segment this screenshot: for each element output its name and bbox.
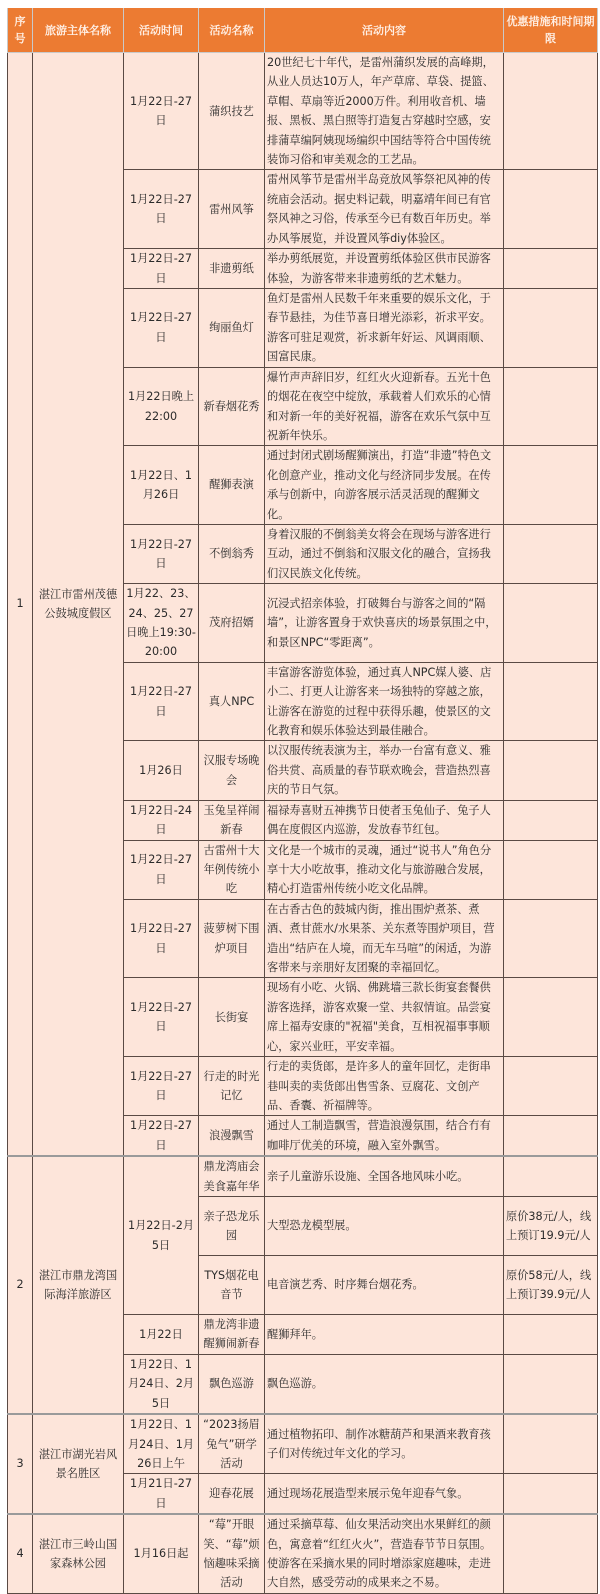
offer-cell	[504, 289, 598, 368]
header-content: 活动内容	[265, 8, 504, 53]
offer-cell	[504, 1354, 598, 1414]
name-cell: 鼎龙湾庙会美食嘉年华	[199, 1156, 265, 1196]
time-cell: 1月16日起	[124, 1514, 199, 1593]
name-cell: 汉服专场晚会	[199, 741, 265, 800]
time-cell: 1月22日	[124, 1314, 199, 1354]
content-cell: 以汉服传统表演为主，举办一台富有意义、雅俗共赏、高质量的春节联欢晚会，营造热烈喜庆的节日气氛。	[265, 741, 504, 800]
time-cell: 1月22日-27日	[124, 249, 199, 289]
name-cell: “莓”开眼笑、“莓”烦恼趣味采摘活动	[199, 1514, 265, 1593]
time-cell: 1月22日、1月24日、1月26日上午	[124, 1414, 199, 1474]
content-cell: 20世纪七十年代，是雷州蒲织发展的高峰期，从业人员达10万人，年产草席、草袋、提篮、草帽、草扇等近2000万件。利用收音机、墙报、黑板、黑白照等打造复古穿越时空感，安排蒲草编阿姨现场编织中国结等符合中国传统装饰习俗和审美观念的工艺品。	[265, 53, 504, 170]
name-cell: 非遗剪纸	[199, 249, 265, 289]
time-cell: 1月26日	[124, 741, 199, 800]
seq-cell: 2	[8, 1156, 33, 1414]
content-cell: 通过人工制造飘雪，营造浪漫氛围，结合冇有咖啡厅优美的环境，融入室外飘雪。	[265, 1116, 504, 1156]
time-cell: 1月22日-27日	[124, 662, 199, 741]
name-cell: 鼎龙湾非遗醒狮闹新春	[199, 1314, 265, 1354]
time-cell: 1月22日-27日	[124, 840, 199, 899]
time-cell: 1月22日-24日	[124, 800, 199, 840]
time-cell: 1月22日、1月24日、2月5日	[124, 1354, 199, 1414]
name-cell: 醒狮表演	[199, 446, 265, 525]
entity-cell: 湛江市三岭山国家森林公园	[33, 1514, 124, 1593]
header-name: 活动名称	[199, 8, 265, 53]
header-seq: 序号	[8, 8, 33, 53]
entity-cell: 湛江市雷州茂德公鼓城度假区	[33, 53, 124, 1157]
offer-cell: 原价38元/人，线上预订19.9元/人	[504, 1196, 598, 1255]
time-cell: 1月22日-27日	[124, 170, 199, 249]
entity-cell: 湛江市鼎龙湾国际海洋旅游区	[33, 1156, 124, 1414]
name-cell: 亲子恐龙乐园	[199, 1196, 265, 1255]
name-cell: 菠萝树下围炉项目	[199, 899, 265, 978]
table-row	[8, 53, 598, 170]
offer-cell	[504, 249, 598, 289]
offer-cell	[504, 1156, 598, 1196]
offer-cell	[504, 662, 598, 741]
offer-cell	[504, 170, 598, 249]
offer-cell	[504, 1057, 598, 1116]
time-cell: 1月22日-27日	[124, 289, 199, 368]
offer-cell	[504, 1314, 598, 1354]
name-cell: 真人NPC	[199, 662, 265, 741]
content-cell: 飘色巡游。	[265, 1354, 504, 1414]
offer-cell	[504, 446, 598, 525]
header-entity: 旅游主体名称	[33, 8, 124, 53]
content-cell: 行走的卖货郎，是许多人的童年回忆，走街串巷叫卖的卖货郎出售雪条、豆腐花、文创产品、香囊、祈福牌等。	[265, 1057, 504, 1116]
content-cell: 文化是一个城市的灵魂，通过“说书人”角色分享十大小吃故事，推动文化与旅游融合发展，精心打造雷州传统小吃文化品牌。	[265, 840, 504, 899]
content-cell: 电音演艺秀、时序舞台烟花秀。	[265, 1255, 504, 1314]
name-cell: 飘色巡游	[199, 1354, 265, 1414]
offer-cell	[504, 524, 598, 583]
name-cell: TYS烟花电音节	[199, 1255, 265, 1314]
offer-cell: 原价58元/人，线上预订39.9元/人	[504, 1255, 598, 1314]
offer-cell	[504, 899, 598, 978]
seq-cell: 1	[8, 53, 33, 1157]
offer-cell	[504, 1474, 598, 1514]
offer-cell	[504, 53, 598, 170]
content-cell: 爆竹声声辞旧岁，红红火火迎新春。五光十色的烟花在夜空中绽放，承载着人们欢乐的心情和对新一年的美好祝福，游客在欢乐气氛中互祝新年快乐。	[265, 367, 504, 446]
activity-table-container	[7, 8, 597, 1594]
content-cell: 在古香古色的鼓城内街，推出围炉煮茶、煮酒、煮甘蔗水/水果茶、关东煮等围炉项目，营造出“结庐在人境，而无车马喧”的闲适，为游客带来与亲朋好友团聚的幸福回忆。	[265, 899, 504, 978]
name-cell: 不倒翁秀	[199, 524, 265, 583]
table-row	[8, 1414, 598, 1474]
table-row	[8, 1514, 598, 1593]
content-cell: 丰富游客游览体验，通过真人NPC媒人婆、店小二、打更人让游客来一场独特的穿越之旅，让游客在游览的过程中获得乐趣，使景区的文化教育和娱乐体验达到最佳融合。	[265, 662, 504, 741]
offer-cell	[504, 1514, 598, 1593]
offer-cell	[504, 741, 598, 800]
time-cell: 1月22日-27日	[124, 53, 199, 170]
seq-cell: 3	[8, 1414, 33, 1514]
table-header-row	[8, 8, 598, 53]
time-cell: 1月22日-27日	[124, 899, 199, 978]
content-cell: 雷州风筝节是雷州半岛竞放风筝祭祀风神的传统庙会活动。据史料记载，明嘉靖年间已有官祭风神之习俗，传承至今已有数百年历史。举办风筝展览，并设置风筝diy体验区。	[265, 170, 504, 249]
content-cell: 福禄寿喜财五神携节日使者玉兔仙子、兔子人偶在度假区内巡游，发放春节红包。	[265, 800, 504, 840]
name-cell: 新春烟花秀	[199, 367, 265, 446]
name-cell: 迎春花展	[199, 1474, 265, 1514]
table-row	[8, 1156, 598, 1196]
offer-cell	[504, 1116, 598, 1156]
content-cell: 鱼灯是雷州人民数千年来重要的娱乐文化，于春节悬挂，为佳节喜日增光添彩，祈求平安。游客可驻足观赏，祈求新年好运、风调雨顺、国富民康。	[265, 289, 504, 368]
name-cell: 古雷州十大年例传统小吃	[199, 840, 265, 899]
time-cell: 1月22日、1月26日	[124, 446, 199, 525]
content-cell: 亲子儿童游乐设施、全国各地风味小吃。	[265, 1156, 504, 1196]
name-cell: 蒲织技艺	[199, 53, 265, 170]
offer-cell	[504, 367, 598, 446]
name-cell: 行走的时光记忆	[199, 1057, 265, 1116]
content-cell: 通过植物拓印、制作冰糖葫芦和果酒来教育孩子们对传统过年文化的学习。	[265, 1414, 504, 1474]
name-cell: 茂府招婿	[199, 584, 265, 663]
time-cell: 1月22日-27日	[124, 978, 199, 1057]
content-cell: 通过封闭式剧场醒狮演出，打造“非遗”特色文化创意产业，推动文化与经济同步发展。在传承与创新中，向游客展示活灵活现的醒狮文化。	[265, 446, 504, 525]
time-cell: 1月22日-2月5日	[124, 1156, 199, 1314]
entity-cell: 湛江市湖光岩风景名胜区	[33, 1414, 124, 1514]
name-cell: 玉兔呈祥闹新春	[199, 800, 265, 840]
time-cell: 1月22日-27日	[124, 524, 199, 583]
time-cell: 1月22日-27日	[124, 1116, 199, 1156]
content-cell: 通过现场花展造型来展示兔年迎春气象。	[265, 1474, 504, 1514]
time-cell: 1月21日-27日	[124, 1474, 199, 1514]
header-time: 活动时间	[124, 8, 199, 53]
content-cell: 大型恐龙模型展。	[265, 1196, 504, 1255]
content-cell: 醒狮拜年。	[265, 1314, 504, 1354]
offer-cell	[504, 840, 598, 899]
time-cell: 1月22日晚上22:00	[124, 367, 199, 446]
name-cell: “2023扬眉兔气”研学活动	[199, 1414, 265, 1474]
name-cell: 长街宴	[199, 978, 265, 1057]
name-cell: 浪漫飘雪	[199, 1116, 265, 1156]
offer-cell	[504, 800, 598, 840]
content-cell: 通过采摘草莓、仙女果活动突出水果鲜红的颜色，寓意着“红红火火”，营造春节节日氛围。使游客在采摘水果的同时增添家庭趣味，走进大自然，感受劳动的成果来之不易。	[265, 1514, 504, 1593]
content-cell: 举办剪纸展览，并设置剪纸体验区供市民游客体验，为游客带来非遗剪纸的艺术魅力。	[265, 249, 504, 289]
content-cell: 现场有小吃、火锅、佛跳墙三款长街宴套餐供游客选择，游客欢聚一堂、共叙情谊。品尝宴席上福寿安康的"祝福"美食，互相祝福事事顺心，家兴业旺，平安幸福。	[265, 978, 504, 1057]
time-cell: 1月22日-27日	[124, 1057, 199, 1116]
offer-cell	[504, 584, 598, 663]
name-cell: 绚丽鱼灯	[199, 289, 265, 368]
offer-cell	[504, 1414, 598, 1474]
content-cell: 身着汉服的不倒翁美女将会在现场与游客进行互动，通过不倒翁和汉服文化的融合，宣扬我们汉民族文化传统。	[265, 524, 504, 583]
content-cell: 沉浸式招亲体验，打破舞台与游客之间的“隔墙”，让游客置身于欢快喜庆的场景氛围之中，和景区NPC“零距离”。	[265, 584, 504, 663]
header-offer: 优惠措施和时间期限	[504, 8, 598, 53]
seq-cell: 4	[8, 1514, 33, 1593]
activity-table	[7, 8, 598, 1594]
offer-cell	[504, 978, 598, 1057]
time-cell: 1月22、23、24、25、27日晚上19:30-20:00	[124, 584, 199, 663]
name-cell: 雷州风筝	[199, 170, 265, 249]
